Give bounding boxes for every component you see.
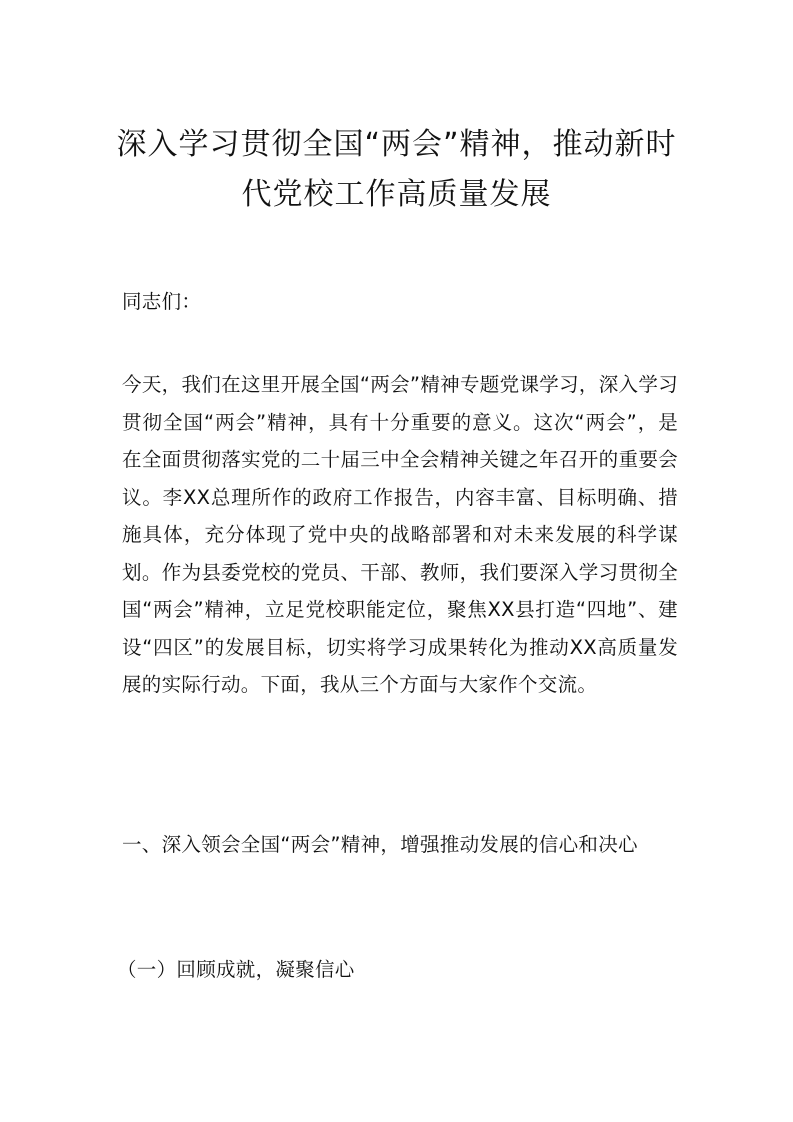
document-title-line-1: 深入学习贯彻全国“两会”精神，推动新时 [116, 127, 677, 162]
section-1-heading: 一、深入领会全国“两会”精神，增强推动发展的信心和决心 [122, 833, 638, 856]
subsection-1-heading: （一）回顾成就，凝聚信心 [117, 958, 355, 981]
intro-paragraph: 今天，我们在这里开展全国“两会”精神专题党课学习，深入学习贯彻全国“两会”精神，具有十分重要的意义。这次“两会”，是在全面贯彻落实党的二十届三中全会精神关键之年召开的重要会议。李XX总理所作的政府工作报告，内容丰富、目标明确、措施具体，充分体现了党中央的战略部署和对未来发展的科学谋划。作为县委党校的党员、干部、教师，我们要深入学习贯彻全国“两会”精神，立足党校职能定位，聚焦XX县打造“四地”、建设“四区”的发展目标，切实将学习成果转化为推动XX高质量发展的实际行动。下面，我从三个方面与大家作个交流。 [122, 373, 678, 696]
document-title-line-2: 代党校工作高质量发展 [241, 177, 552, 212]
greeting: 同志们： [122, 290, 202, 313]
